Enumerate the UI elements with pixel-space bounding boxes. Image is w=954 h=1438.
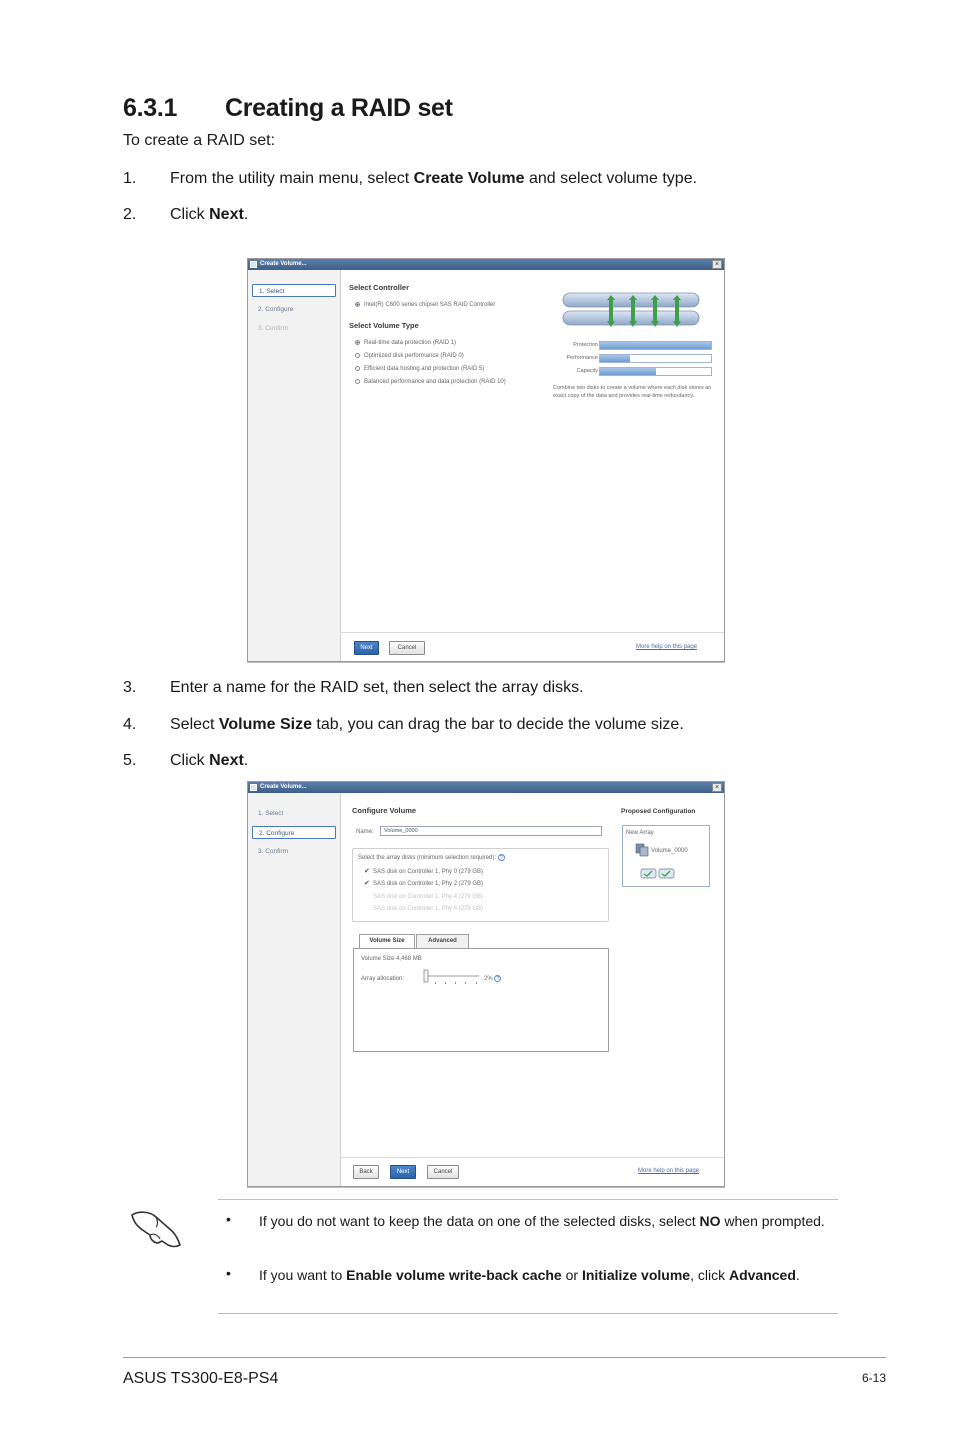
volume-size-panel xyxy=(353,948,609,1052)
sidebar-step-configure[interactable]: 2. Configure xyxy=(258,306,294,313)
note-bullet-2: • xyxy=(226,1265,231,1281)
app-icon xyxy=(250,261,257,268)
wizard-sidebar xyxy=(248,270,341,661)
capacity-bar xyxy=(599,367,712,376)
sidebar-step-confirm[interactable]: 3. Confirm xyxy=(258,325,288,332)
create-volume-window-configure xyxy=(247,781,725,1187)
footer-rule xyxy=(123,1357,886,1358)
volume-name-input[interactable]: Volume_0000 xyxy=(380,826,602,836)
note-2: If you want to Enable volume write-back cache or Initialize volume, click Advanced. xyxy=(259,1267,800,1283)
protection-bar xyxy=(599,341,712,350)
back-button[interactable]: Back xyxy=(353,1165,379,1179)
sidebar-step-confirm[interactable]: 3. Confirm xyxy=(258,848,288,855)
select-volume-type-heading: Select Volume Type xyxy=(349,321,419,330)
close-icon[interactable]: × xyxy=(712,783,722,792)
close-icon[interactable]: × xyxy=(712,260,722,269)
section-heading xyxy=(123,94,453,123)
array-disks-label: Select the array disks (minimum selection required): ? xyxy=(358,854,505,862)
volume-type-raid5[interactable]: Efficient data hosting and protection (RAID 5) xyxy=(355,365,484,373)
array-allocation-label: Array allocation: xyxy=(361,976,405,982)
volume-icon xyxy=(635,843,649,857)
note-bottom-rule xyxy=(218,1313,838,1314)
next-button[interactable]: Next xyxy=(390,1165,416,1179)
sidebar-step-select[interactable]: 1. Select xyxy=(258,810,284,817)
volume-type-raid1[interactable]: Real-time data protection (RAID 1) xyxy=(355,339,456,347)
section-title: Creating a RAID set xyxy=(225,94,453,122)
disk-checkbox-phy0[interactable]: ✔ SAS disk on Controller 1, Phy 0 (279 GB) xyxy=(364,868,484,875)
note-bullet-1: • xyxy=(226,1211,231,1227)
volume-type-description: Combine two disks to create a volume where each disk stores an exact copy of the data and provides real-time redundancy. xyxy=(553,385,712,399)
controller-radio[interactable]: Intel(R) C600 series chipset SAS RAID Controller xyxy=(355,301,495,309)
disk-checkbox-phy2[interactable]: ✔ SAS disk on Controller 1, Phy 2 (279 GB) xyxy=(364,880,484,887)
performance-bar xyxy=(599,354,712,363)
window-titlebar: Create Volume... × xyxy=(248,782,724,793)
cancel-button[interactable]: Cancel xyxy=(389,641,425,655)
cancel-button[interactable]: Cancel xyxy=(427,1165,459,1179)
proposed-configuration-heading: Proposed Configuration xyxy=(621,808,696,815)
allocation-percent: 2% ? xyxy=(484,975,501,983)
more-help-link[interactable]: More help on this page xyxy=(638,1168,700,1174)
protection-label: Protection xyxy=(573,342,598,348)
help-icon[interactable]: ? xyxy=(494,975,501,982)
disk-checkbox-phy4[interactable]: SAS disk on Controller 1, Phy 4 (279 GB) xyxy=(373,894,484,900)
intro-text: To create a RAID set: xyxy=(123,132,276,149)
footer-product-name: ASUS TS300-E8-PS4 xyxy=(123,1370,279,1387)
name-label: Name: xyxy=(356,829,374,835)
sidebar-step-select[interactable]: 1. Select xyxy=(252,284,336,297)
section-number: 6.3.1 xyxy=(123,94,178,122)
proposed-volume-name: Volume_0000 xyxy=(651,848,688,854)
hand-note-icon xyxy=(128,1207,184,1253)
help-icon[interactable]: ? xyxy=(498,854,505,861)
array-allocation-slider[interactable] xyxy=(421,968,483,986)
volume-type-raid0[interactable]: Optimized disk performance (RAID 0) xyxy=(355,352,464,360)
capacity-label: Capacity xyxy=(576,368,598,374)
volume-size-text: Volume Size 4,468 MB xyxy=(361,956,422,962)
app-icon xyxy=(250,784,257,791)
wizard-sidebar xyxy=(248,793,341,1186)
sidebar-step-configure[interactable]: 2. Configure xyxy=(252,826,336,839)
next-button[interactable]: Next xyxy=(354,641,379,655)
more-help-link[interactable]: More help on this page xyxy=(636,644,698,650)
window-titlebar: Create Volume... × xyxy=(248,259,724,270)
tab-volume-size[interactable]: Volume Size xyxy=(359,934,415,948)
footer-page-number: 6-13 xyxy=(861,1371,886,1385)
raid-disks-illustration xyxy=(561,289,701,331)
new-array-label: New Array xyxy=(626,830,654,836)
volume-type-raid10[interactable]: Balanced performance and data protection (RAID 10) xyxy=(355,378,543,386)
disk-pair-icon xyxy=(640,868,676,879)
tab-advanced[interactable]: Advanced xyxy=(416,934,469,948)
note-1: If you do not want to keep the data on one of the selected disks, select NO when prompted. xyxy=(259,1213,825,1229)
performance-label: Performance xyxy=(566,355,598,361)
create-volume-window-select xyxy=(247,258,725,662)
select-controller-heading: Select Controller xyxy=(349,283,410,292)
configure-volume-heading: Configure Volume xyxy=(352,806,417,815)
note-top-rule xyxy=(218,1199,838,1200)
disk-checkbox-phy6[interactable]: SAS disk on Controller 1, Phy 6 (279 GB) xyxy=(373,906,484,912)
